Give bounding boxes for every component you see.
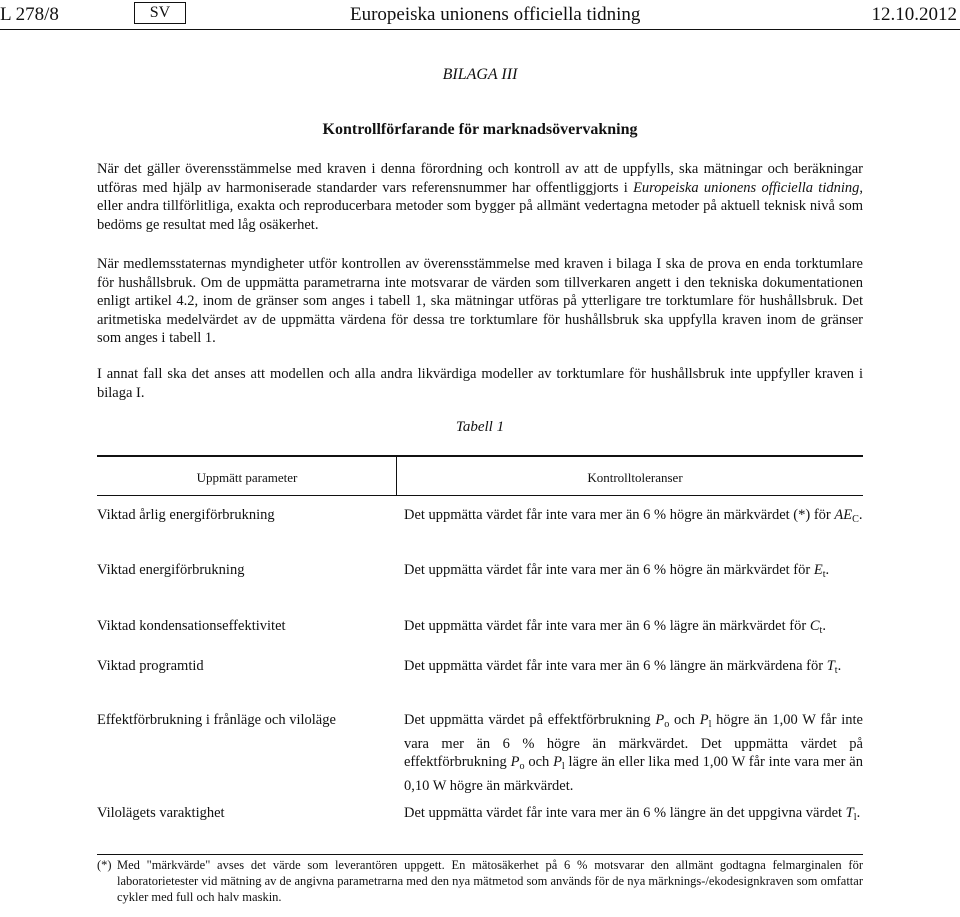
paragraph-1-text-b: , eller andra tillförlitliga, exakta och reproducerbara metoder som bygger på allmänt vedertagna metoder på aktuell teknisk nivå som bedöms ge resultat med låg osäkerhet. [97, 179, 863, 233]
annex-heading: BILAGA III [442, 66, 518, 83]
header-control-tolerances: Kontrolltoleranser [587, 470, 683, 485]
page-header [0, 2, 960, 28]
row-tolerance: Det uppmätta värdet får inte vara mer än 6 % högre än märkvärdet (*) för $AE_C$. [404, 507, 863, 525]
table-row [97, 804, 863, 854]
row-parameter: Effektförbrukning i frånläge och viloläge [97, 712, 336, 728]
footnote-mark: (*) [97, 858, 112, 872]
table-row [97, 657, 863, 711]
tolerance-table [97, 455, 863, 855]
row-tolerance: Det uppmätta värdet på effektförbrukning $P_o$ och $P_l$ högre än 1,00 W får inte vara mer än 6 % högre än märkvärdet. Det uppmätta värdet på effektförbrukning $P_o$ och $P_l$ lägre än eller lika med 1,00 W får inte vara mer än 0,10 W högre än märkvärdet. [404, 712, 863, 794]
page-number: L 278/8 [0, 4, 59, 25]
row-parameter: Viktad energiförbrukning [97, 562, 245, 578]
table-row [97, 561, 863, 617]
row-tolerance: Det uppmätta värdet får inte vara mer än 6 % längre än märkvärdena för $T_t$. [404, 658, 842, 676]
paragraph-1-text-a: När det gäller överensstämmelse med kraven i denna förordning och kontroll av att de uppfylls, ska mätningar och beräkningar utföras med hjälp av harmoniserade standarder vars referensnummer har offentliggjorts i [97, 161, 863, 196]
paragraph-1-journal: Europeiska unionens officiella tidning [633, 179, 860, 196]
row-parameter: Viktad årlig energiförbrukning [97, 507, 275, 523]
table-row [97, 617, 863, 657]
row-tolerance: Det uppmätta värdet får inte vara mer än 6 % högre än märkvärdet för $E_t$. [404, 562, 830, 580]
row-parameter: Viktad kondensationseffektivitet [97, 618, 286, 634]
annex-title: Kontrollförfarande för marknadsövervakning [322, 121, 638, 138]
row-tolerance: Det uppmätta värdet får inte vara mer än 6 % längre än det uppgivna värdet $T_l$. [404, 805, 861, 823]
table-row [97, 711, 863, 804]
publication-date: 12.10.2012 [871, 4, 957, 25]
language-box: SV [134, 2, 186, 24]
row-parameter: Vilolägets varaktighet [97, 805, 225, 821]
journal-title: Europeiska unionens officiella tidning [350, 4, 641, 25]
table-caption: Tabell 1 [455, 419, 505, 435]
header-measured-parameter: Uppmätt parameter [196, 470, 298, 485]
table-header [97, 457, 863, 496]
paragraph-1 [97, 160, 863, 234]
footnote-text: Med "märkvärde" avses det värde som leverantören uppgett. En mätosäkerhet på 6 % motsvarar den allmänt godtagna felmarginalen för laboratorietester vid mätning av de angivna parametrarna med den nya mätmetod som används för de nya märknings-/ekodesignkraven som omfattar cykler med full och halv maskin. [117, 858, 863, 904]
row-parameter: Viktad programtid [97, 658, 204, 674]
table-row [97, 506, 863, 561]
paragraph-2: När medlemsstaternas myndigheter utför kontrollen av överensstämmelse med kraven i bilaga I ska de prova en enda torktumlare för hushållsbruk. Om de uppmätta parametrarna inte motsvarar de värden som tillverkaren angett i den tekniska dokumentationen enligt artikel 4.2, inom de gränser som anges i tabell 1, ska mätningar utföras på ytterligare tre torktumlare för hushållsbruk. Det aritmetiska medelvärdet av de uppmätta värdena för dessa tre torktumlare för hushållsbruk ska uppfylla kraven inom de gränser som anges i tabell 1. [97, 256, 863, 347]
footnote [97, 857, 863, 905]
row-tolerance: Det uppmätta värdet får inte vara mer än 6 % lägre än märkvärdet för $C_t$. [404, 618, 826, 636]
header-rule [0, 29, 960, 30]
paragraph-3: I annat fall ska det anses att modellen och alla andra likvärdiga modeller av torktumlare för hushållsbruk inte uppfyller kraven i bilaga I. [97, 366, 863, 401]
